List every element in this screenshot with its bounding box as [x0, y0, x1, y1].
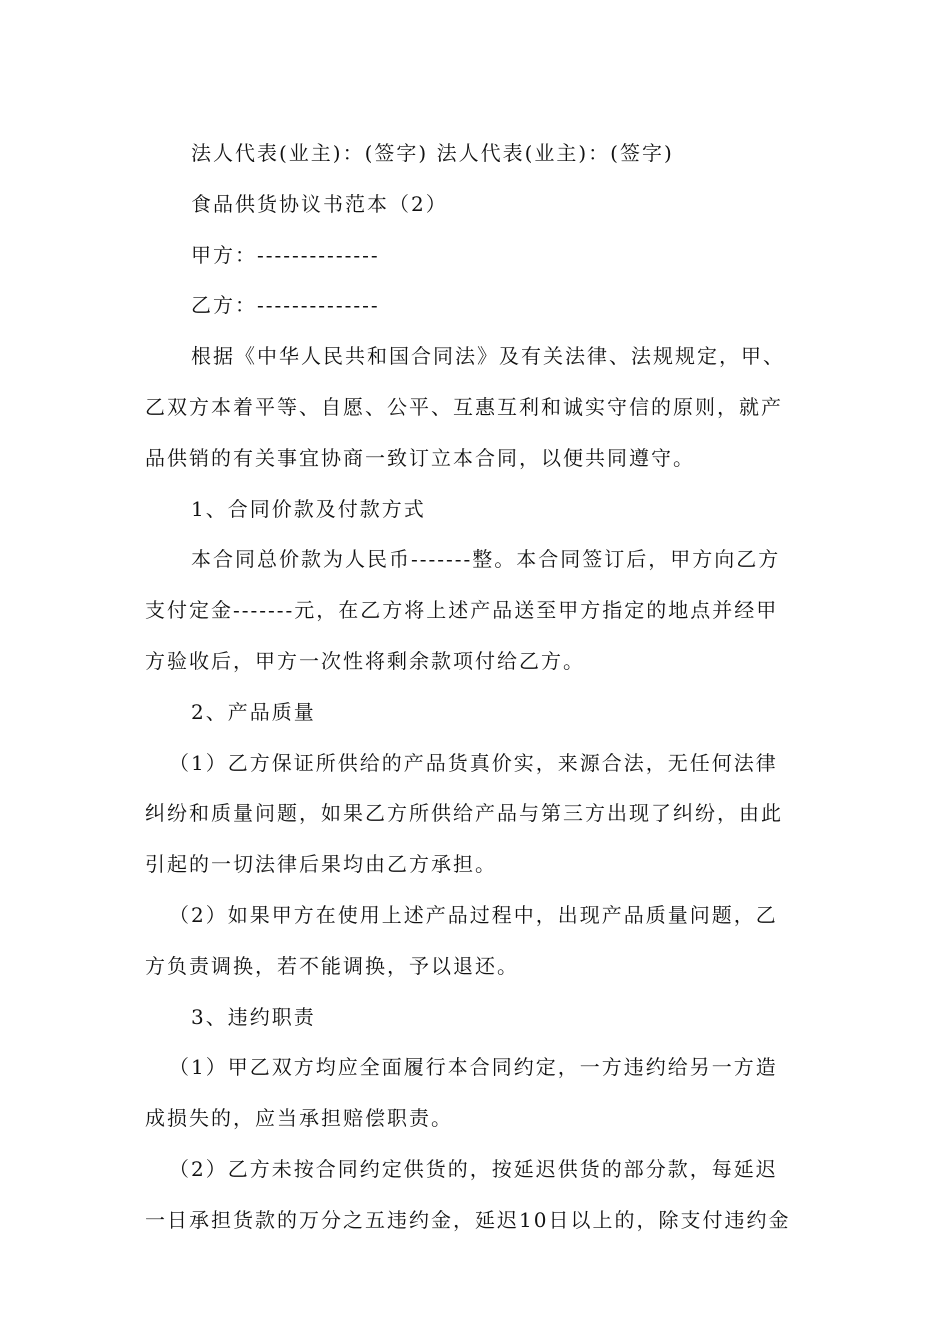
document-body: [145, 128, 810, 1246]
body-line: （2）如果甲方在使用上述产品过程中，出现产品质量问题，乙: [169, 902, 778, 927]
clause-heading: 3、违约职责: [191, 1004, 316, 1029]
body-line: 本合同总价款为人民币-------整。本合同签订后，甲方向乙方: [191, 547, 781, 572]
body-line: 根据《中华人民共和国合同法》及有关法律、法规规定，甲、: [191, 344, 785, 369]
body-line: 方验收后，甲方一次性将剩余款项付给乙方。: [145, 648, 585, 673]
clause-heading: 2、产品质量: [191, 699, 316, 724]
clause-heading: 1、合同价款及付款方式: [191, 496, 426, 521]
body-line: 方负责调换，若不能调换，予以退还。: [145, 953, 519, 978]
section-title: 食品供货协议书范本（2）: [191, 191, 448, 216]
signature-line: 法人代表(业主)：(签字) 法人代表(业主)：(签字): [191, 141, 674, 165]
body-line: 乙双方本着平等、自愿、公平、互惠互利和诚实守信的原则，就产: [145, 394, 783, 419]
body-line: 一日承担货款的万分之五违约金，延迟10日以上的，除支付违约金: [145, 1207, 791, 1232]
body-line: （2）乙方未按合同约定供货的，按延迟供货的部分款，每延迟: [169, 1156, 778, 1181]
body-line: 引起的一切法律后果均由乙方承担。: [145, 852, 497, 877]
body-line: 品供销的有关事宜协商一致订立本合同，以便共同遵守。: [145, 445, 695, 470]
party-a-line: 甲方：--------------: [191, 242, 380, 267]
party-b-line: 乙方：--------------: [191, 293, 380, 318]
body-line: 成损失的，应当承担赔偿职责。: [145, 1106, 453, 1131]
body-line: （1）乙方保证所供给的产品货真价实，来源合法，无任何法律: [169, 750, 778, 775]
body-line: 纠纷和质量问题，如果乙方所供给产品与第三方出现了纠纷，由此: [145, 801, 783, 826]
body-line: （1）甲乙双方均应全面履行本合同约定，一方违约给另一方造: [169, 1055, 778, 1080]
body-line: 支付定金-------元，在乙方将上述产品送至甲方指定的地点并经甲: [145, 598, 779, 623]
